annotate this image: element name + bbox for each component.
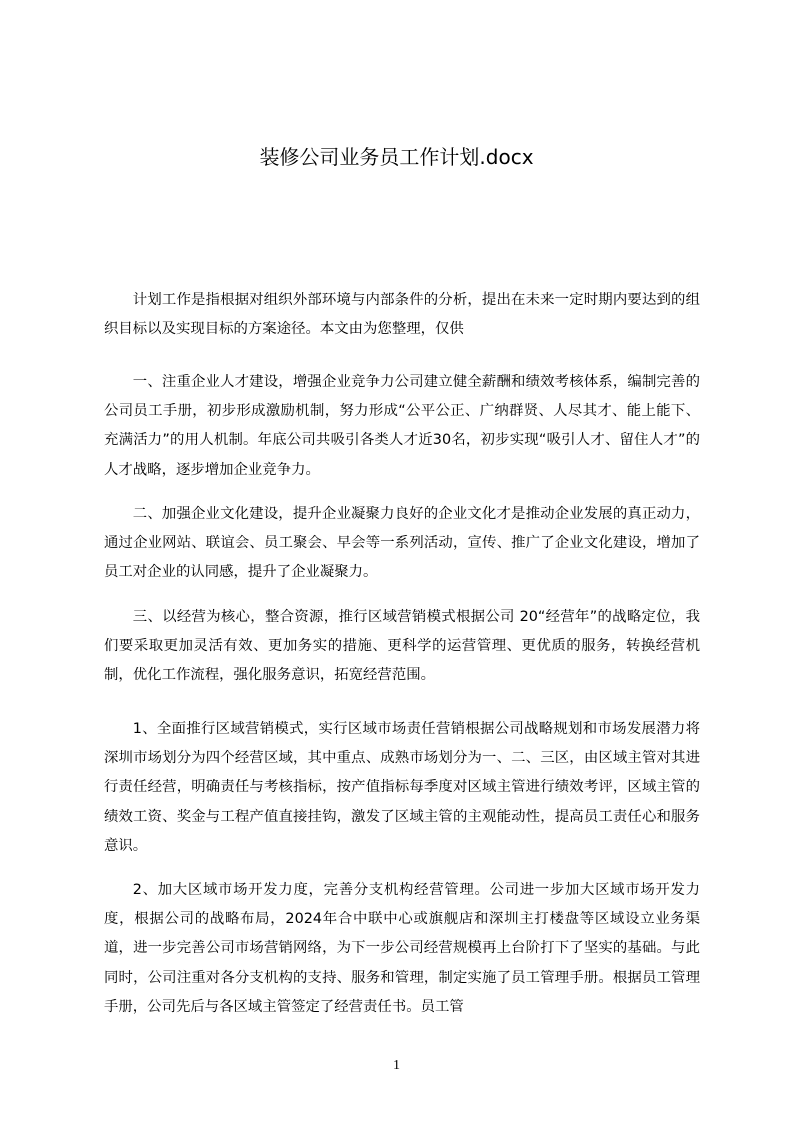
paragraph-culture: 二、加强企业文化建设，提升企业凝聚力良好的企业文化才是推动企业发展的真正动力，通过企业网站、联谊会、员工聚会、早会等一系列活动，宣传、推广了企业文化建设，增加了员工对企业的认同感，提升了企业凝聚力。 — [104, 506, 700, 581]
document-title: 装修公司业务员工作计划.docx — [259, 145, 534, 169]
page-number: 1 — [393, 1058, 400, 1073]
paragraph-market-development: 2、加大区域市场开发力度，完善分支机构经营管理。公司进一步加大区域市场开发力度，根据公司的战略布局，2024年合中联中心或旗舰店和深圳主打楼盘等区域设立业务渠道，进一步完善公司市场营销网络，为下一步公司经营规模再上台阶打下了坚实的基础。与此同时，公司注重对各分支机构的支持、服务和管理，制定实施了员工管理手册。根据员工管理手册，公司先后与各区域主管签定了经营责任书。员工管 — [104, 882, 700, 1015]
paragraph-talent: 一、注重企业人才建设，增强企业竞争力公司建立健全薪酬和绩效考核体系，编制完善的公司员工手册，初步形成激励机制，努力形成“公平公正、广纳群贤、人尽其才、能上能下、充满活力”的用人机制。年底公司共吸引各类人才近30名，初步实现“吸引人才、留住人才”的人才战略，逐步增加企业竞争力。 — [104, 374, 700, 478]
paragraph-regional-marketing: 1、全面推行区域营销模式，实行区域市场责任营销根据公司战略规划和市场发展潜力将深圳市场划分为四个经营区域，其中重点、成熟市场划分为一、二、三区，由区域主管对其进行责任经营，明确责任与考核指标，按产值指标每季度对区域主管进行绩效考评，区域主管的绩效工资、奖金与工程产值直接挂钩，激发了区域主管的主观能动性，提高员工责任心和服务意识。 — [104, 721, 700, 854]
paragraph-operations: 三、以经营为核心，整合资源，推行区域营销模式根据公司 20“经营年”的战略定位，我们要采取更加灵活有效、更加务实的措施、更科学的运营管理、更优质的服务，转换经营机制，优化工作流程，强化服务意识，拓宽经营范围。 — [104, 609, 700, 684]
paragraph-intro: 计划工作是指根据对组织外部环境与内部条件的分析，提出在未来一定时期内要达到的组织目标以及实现目标的方案途径。本文由为您整理，仅供 — [104, 292, 700, 338]
